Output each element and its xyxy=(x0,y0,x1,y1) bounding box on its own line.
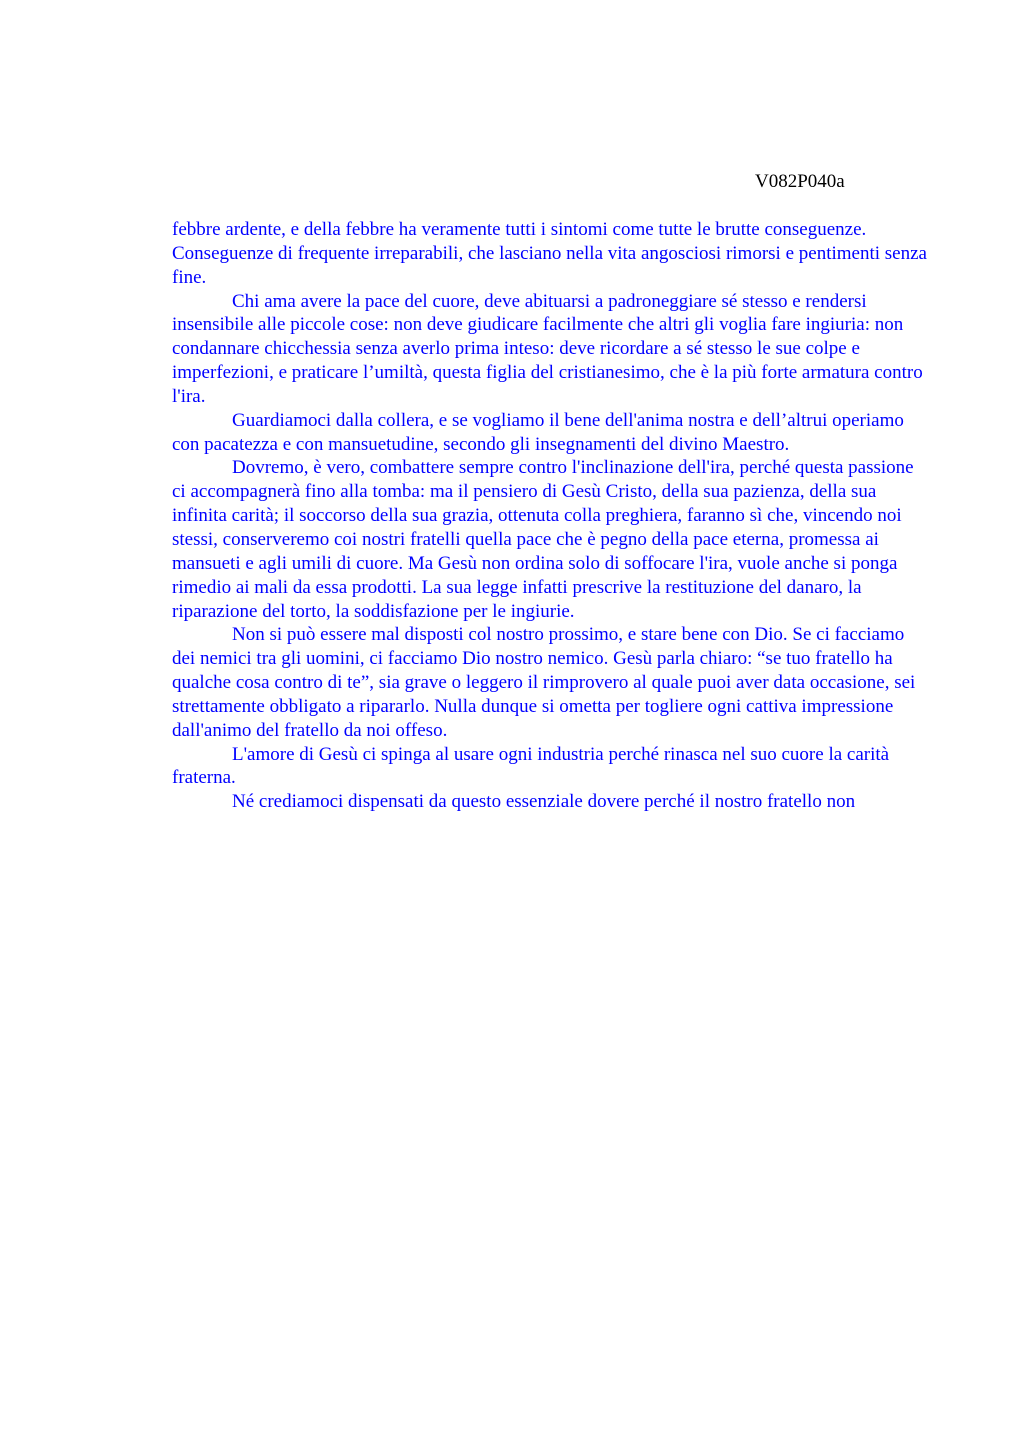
body-text xyxy=(172,218,928,814)
paragraph-5: Non si può essere mal disposti col nostro prossimo, e stare bene con Dio. Se ci facciamo dei nemici tra gli uomini, ci facciamo Dio nostro nemico. Gesù parla chiaro: “se tuo fratello ha qualche cosa contro di te”, sia grave o leggero il rimprovero al quale puoi aver data occasione, sei strettamente obbligato a ripararlo. Nulla dunque si ometta per togliere ogni cattiva impressione dall'animo del fratello da noi offeso. xyxy=(172,624,916,741)
paragraph-6: L'amore di Gesù ci spinga al usare ogni industria perché rinasca nel suo cuore la carità fraterna. xyxy=(172,743,890,789)
page-identifier: V082P040a xyxy=(755,171,845,192)
paragraph-2: Chi ama avere la pace del cuore, deve abituarsi a padroneggiare sé stesso e rendersi insensibile alle piccole cose: non deve giudicare facilmente che altri gli voglia fare ingiuria: non condannare chicchessia senza averlo prima inteso: deve ricordare a sé stesso le sue colpe e imperfezioni, e praticare l’umiltà, questa figlia del cristianesimo, che è la più forte armatura contro l'ira. xyxy=(172,290,923,407)
paragraph-1: febbre ardente, e della febbre ha veramente tutti i sintomi come tutte le brutte conseguenze. Conseguenze di frequente irreparabili, che lasciano nella vita angosciosi rimorsi e pentimenti senza fine. xyxy=(172,219,927,288)
paragraph-3: Guardiamoci dalla collera, e se vogliamo il bene dell'anima nostra e dell’altrui operiamo con pacatezza e con mansuetudine, secondo gli insegnamenti del divino Maestro. xyxy=(172,409,904,455)
paragraph-7: Né crediamoci dispensati da questo essenziale dovere perché il nostro fratello non xyxy=(232,791,856,813)
paragraph-4: Dovremo, è vero, combattere sempre contro l'inclinazione dell'ira, perché questa passione ci accompagnerà fino alla tomba: ma il pensiero di Gesù Cristo, della sua pazienza, della sua infinita carità; il soccorso della sua grazia, ottenuta colla preghiera, faranno sì che, vincendo noi stessi, conserveremo coi nostri fratelli quella pace che è pegno della pace eterna, promessa ai mansueti e agli umili di cuore. Ma Gesù non ordina solo di soffocare l'ira, vuole anche si ponga rimedio ai mali da essa prodotti. La sua legge infatti prescrive la restituzione del danaro, la riparazione del torto, la soddisfazione per le ingiurie. xyxy=(172,457,914,622)
